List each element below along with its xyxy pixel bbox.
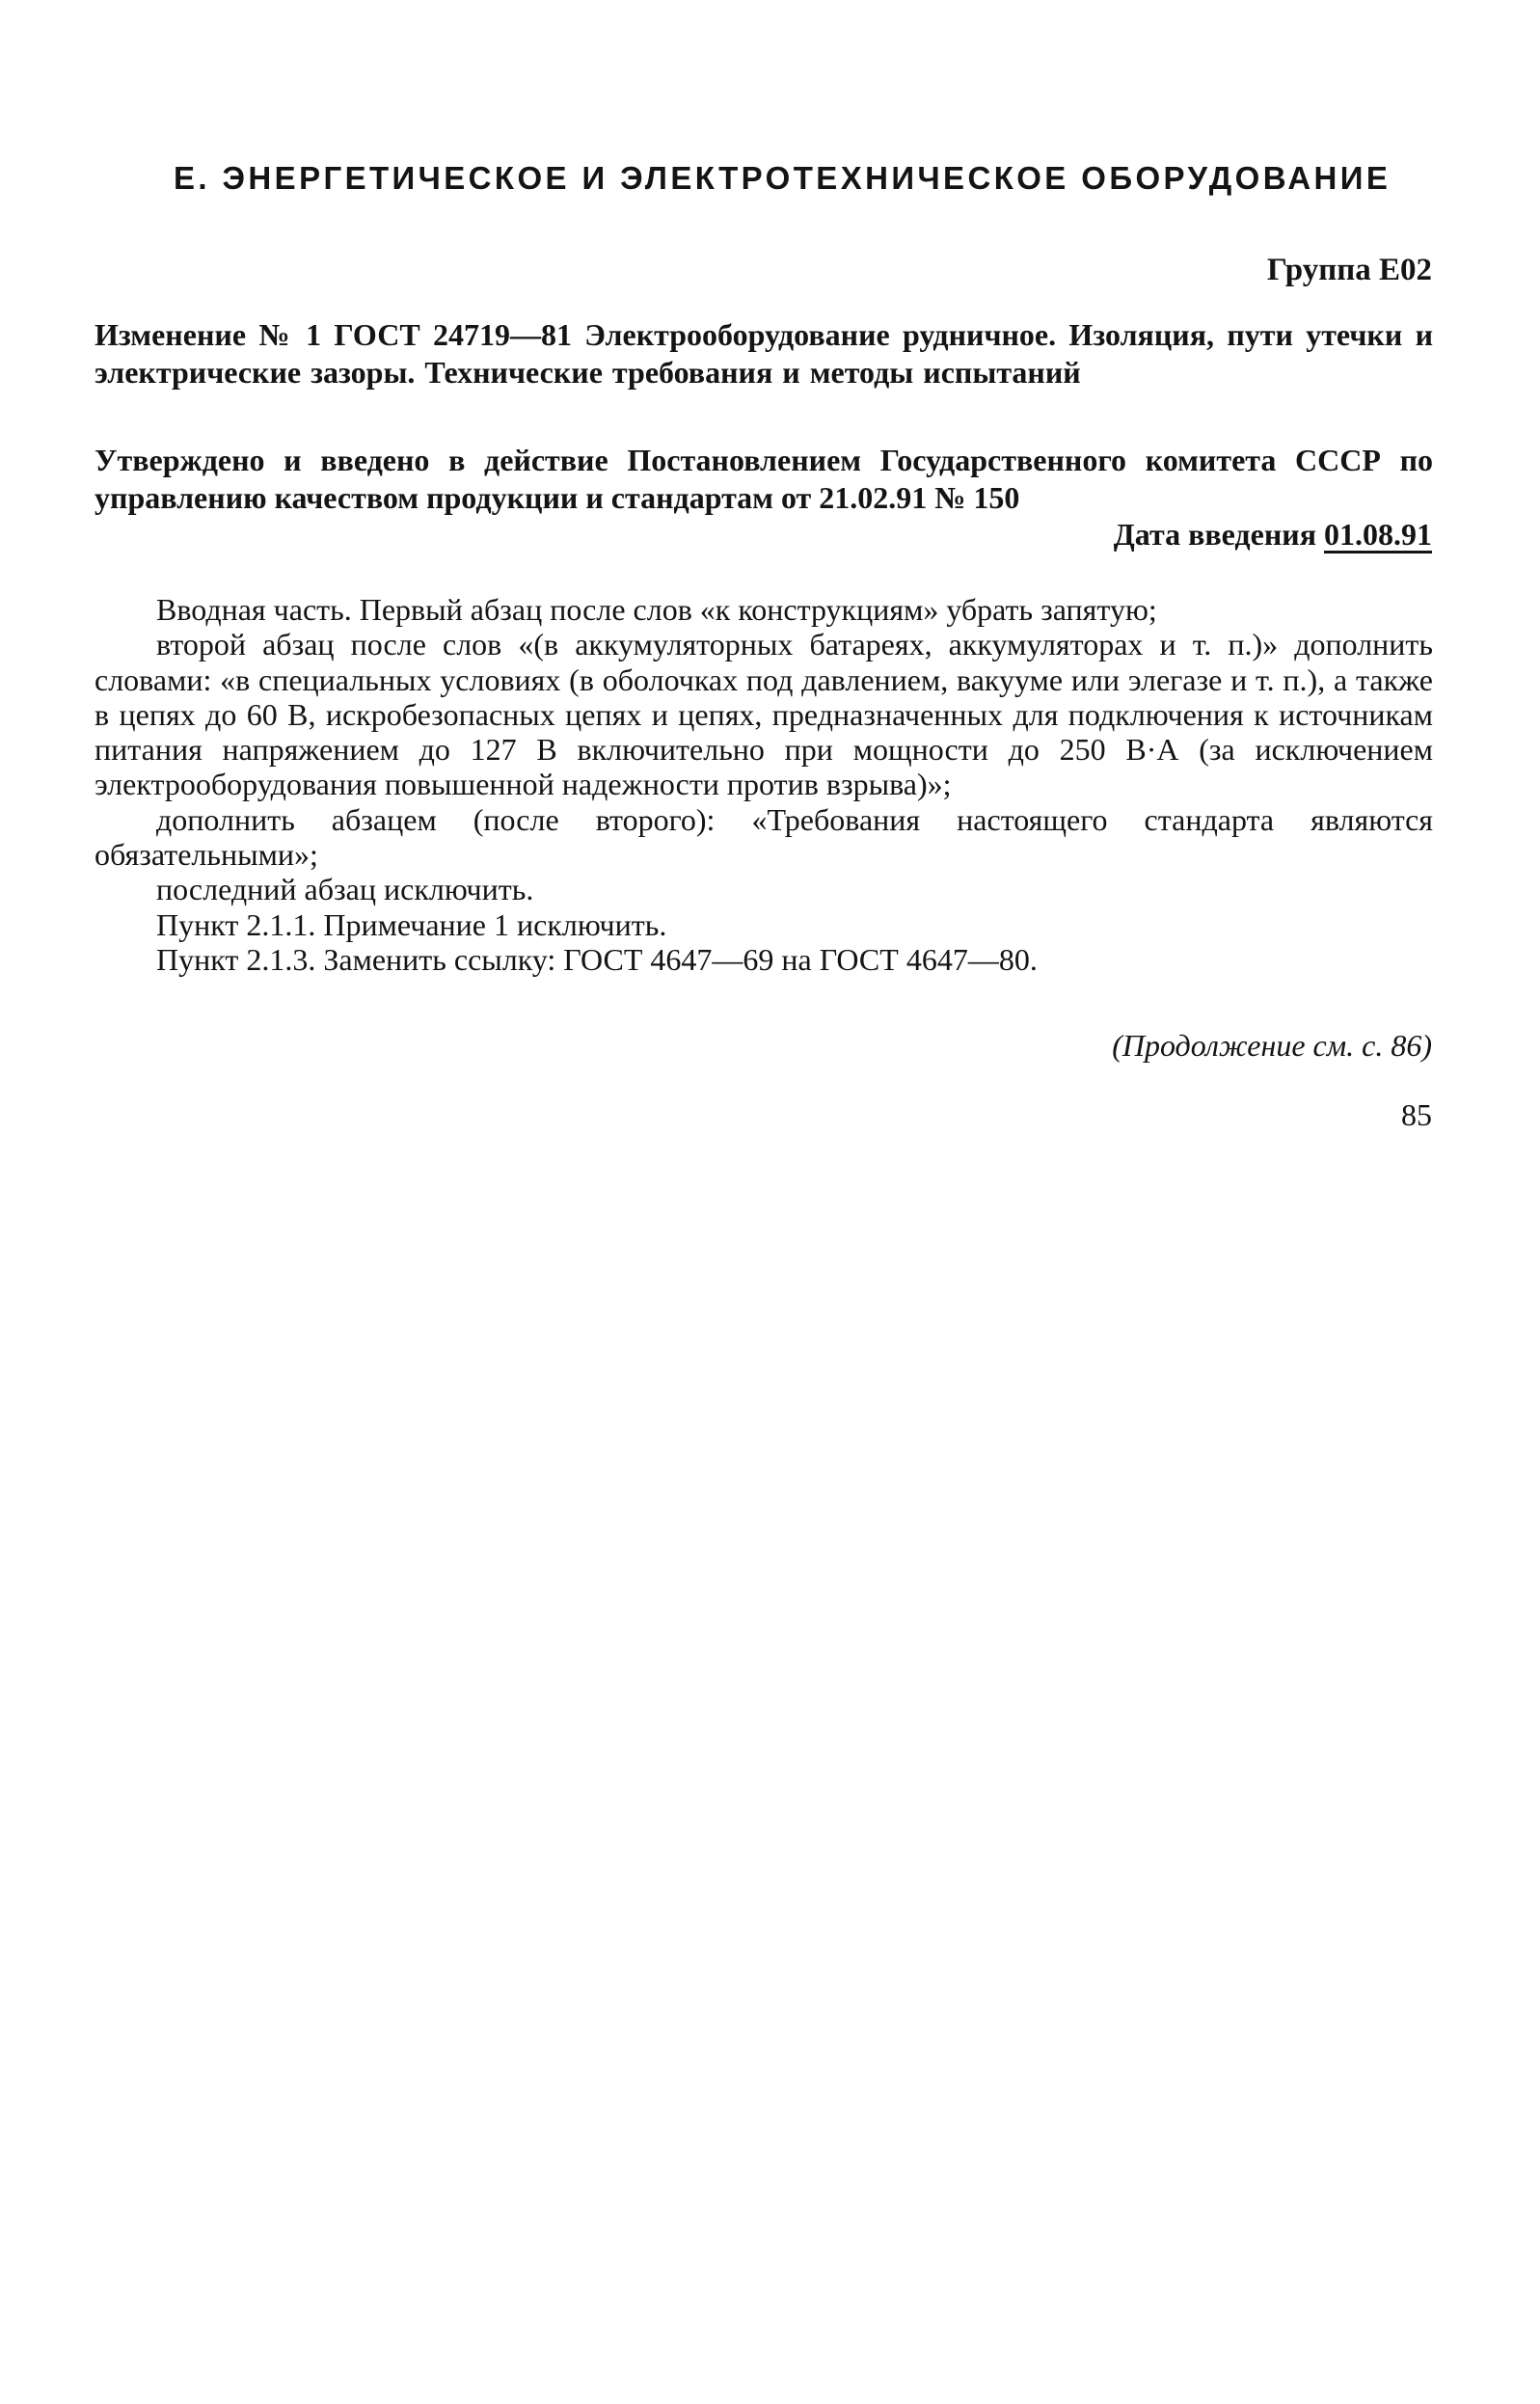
intro-date-label: Дата введения [1113,517,1316,552]
paragraph: Пункт 2.1.1. Примечание 1 исключить. [156,906,667,942]
paragraph: последний абзац исключить. [156,872,534,907]
paragraph: Пункт 2.1.3. Заменить ссылку: ГОСТ 4647—69 на ГОСТ 4647—80. [156,941,1038,977]
body-text [95,592,1433,977]
paragraph: Вводная часть. Первый абзац после слов «к конструкциям» убрать запятую; [156,592,1157,627]
page-number: 85 [1401,1097,1432,1132]
approval-statement: Утверждено и введено в действие Постановлением Государственного комитета СССР по управлению качеством продукции и стандартам от 21.02.91 № 150 [95,443,1433,515]
paragraph: дополнить абзацем (после второго): «Требования настоящего стандарта являются обязательными»; [95,801,1433,873]
continuation-note: (Продолжение см. с. 86) [1112,1028,1432,1063]
section-title: Е. ЭНЕРГЕТИЧЕСКОЕ И ЭЛЕКТРОТЕХНИЧЕСКОЕ ОБОРУДОВАНИЕ [174,160,1391,196]
change-title: Изменение № 1 ГОСТ 24719—81 Электрооборудование рудничное. Изоляция, пути утечки и электрические зазоры. Технические требования и методы испытаний [95,317,1433,390]
group-label: Группа Е02 [1266,253,1432,287]
intro-date [1114,517,1432,553]
intro-date-value: 01.08.91 [1324,517,1432,552]
paragraph: второй абзац после слов «(в аккумуляторных батареях, аккумуляторах и т. п.)» дополнить словами: «в специальных условиях (в оболочках под давлением, вакууме или элегазе и т. п.), а также в цепях до 60 В, искробезопасных цепях и цепях, предназначенных для подключения к источникам питания напряжением до 127 В включительно при мощности до 250 В·А (за исключением электрооборудования повышенной надежности против взрыва)»; [95,627,1433,802]
